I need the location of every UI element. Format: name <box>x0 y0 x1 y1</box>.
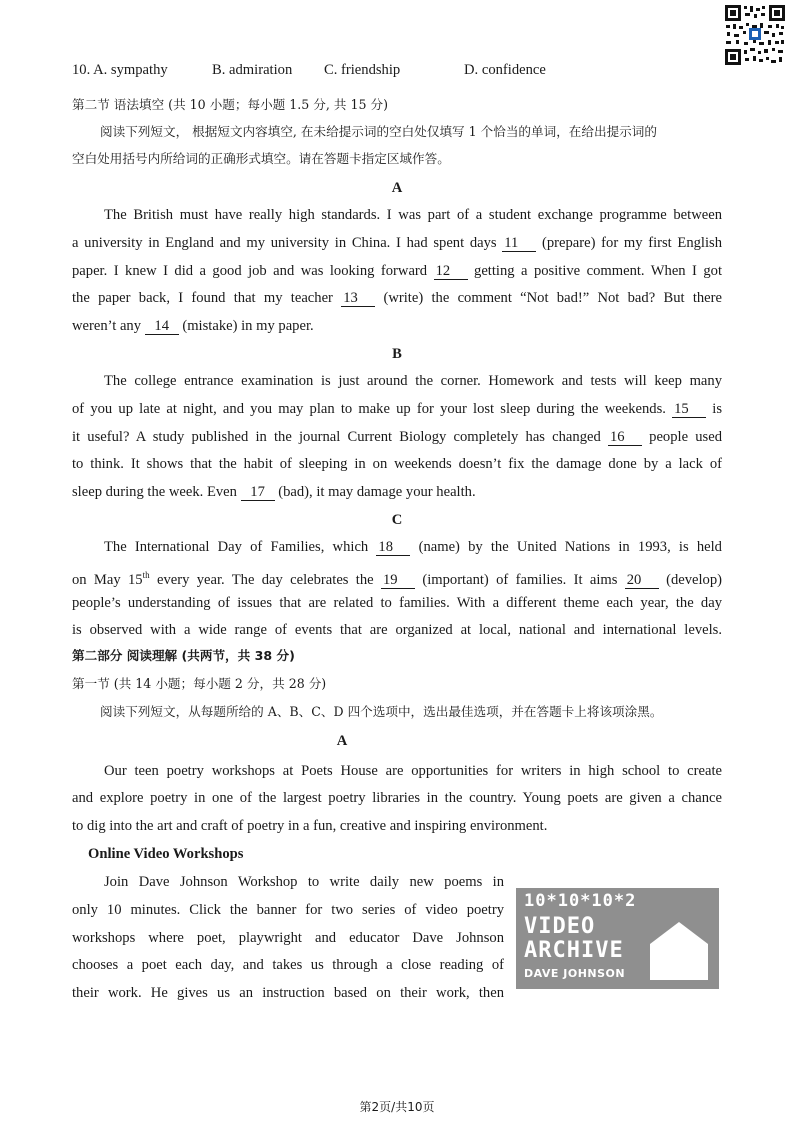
q10-option-a <box>72 60 168 80</box>
part2-subtitle: 第一节 (共 14 小题；每小题 2 分，共 28 分) <box>72 676 327 691</box>
part2-title: 第二部分 阅读理解 (共两节，共 38 分) <box>72 648 295 663</box>
workshop-line-2: only 10 minutes. Click the banner for two series of video poetry <box>72 902 504 918</box>
passage-c-label: C <box>391 512 403 528</box>
passage-c-line-2: on May 15th every year. The day celebrates the 19 (important) of families. It aims 20 (develop) <box>72 570 723 588</box>
q10-option-b: B. admiration <box>212 62 293 78</box>
q10-number: 10. <box>72 62 91 78</box>
passage-a-line-4: the paper back, I found that my teacher 13 (write) the comment “Not bad!” Not bad? But there <box>72 290 722 306</box>
blank-14[interactable]: 14 <box>145 319 179 335</box>
passage-c-line-1: The International Day of Families, which 18 (name) by the United Nations in 1993, is held <box>104 539 722 555</box>
q10-option-a-text: A. sympathy <box>93 62 168 78</box>
banner-archive-text: ARCHIVE <box>524 938 624 963</box>
house-icon <box>646 918 712 982</box>
blank-17[interactable]: 17 <box>241 485 275 501</box>
blank-19[interactable]: 19 <box>381 573 415 589</box>
blank-11[interactable]: 11 <box>502 236 536 252</box>
passage-a-line-1: The British must have really high standards. I was part of a student exchange programme between <box>104 207 722 223</box>
part2-instruction: 阅读下列短文，从每题所给的 A、B、C、D 四个选项中，选出最佳选项，并在答题卡上将该项涂黑。 <box>100 704 663 719</box>
blank-18[interactable]: 18 <box>376 540 410 556</box>
banner-video-text: VIDEO <box>524 914 596 939</box>
reading-a-label: A <box>336 733 348 749</box>
online-video-workshops-heading: Online Video Workshops <box>88 846 244 862</box>
reading-a-line-3: to dig into the art and craft of poetry in a fun, creative and inspiring environment. <box>72 818 548 834</box>
passage-c-line-4: is observed with a wide range of events that are organized at local, national and international levels. <box>72 622 722 638</box>
blank-20[interactable]: 20 <box>625 573 659 589</box>
video-archive-banner[interactable] <box>516 888 719 989</box>
section2-instruction-1: 阅读下列短文， 根据短文内容填空, 在未给提示词的空白处仅填写 1 个恰当的单词，在给出提示词的 <box>100 124 657 139</box>
reading-a-line-1: Our teen poetry workshops at Poets House are opportunities for writers in high school to create <box>104 763 722 779</box>
passage-b-label: B <box>392 346 402 362</box>
workshop-line-1: Join Dave Johnson Workshop to write daily new poems in <box>104 874 504 890</box>
reading-a-line-2: and explore poetry in one of the largest poetry libraries in the country. Young poets are given a chance <box>72 790 722 806</box>
passage-b-line-3: it useful? A study published in the journal Current Biology completely has changed 16 people used <box>72 429 722 445</box>
passage-b-line-5: sleep during the week. Even 17 (bad), it may damage your health. <box>72 484 476 500</box>
passage-a-line-5: weren’t any 14 (mistake) in my paper. <box>72 318 314 334</box>
passage-b-line-4: to think. It shows that the habit of sleeping in on weekends doesn’t fix the damage done by a lack of <box>72 456 722 472</box>
workshop-line-5: their work. He gives us an instruction based on their work, then <box>72 985 504 1001</box>
page-number-footer: 第2页/共10页 <box>359 1100 435 1114</box>
passage-a-label: A <box>391 180 403 196</box>
blank-13[interactable]: 13 <box>341 291 375 307</box>
passage-a-line-3: paper. I knew I did a good job and was looking forward 12 getting a positive comment. When I got <box>72 263 723 279</box>
q10-option-c: C. friendship <box>324 62 401 78</box>
qr-code-icon <box>724 4 786 66</box>
banner-numbers: 10*10*10*2 <box>524 891 637 911</box>
banner-author-text: DAVE JOHNSON <box>524 967 626 980</box>
section2-instruction-2: 空白处用括号内所给词的正确形式填空。请在答题卡指定区域作答。 <box>72 151 450 166</box>
workshop-line-3: workshops where poet, playwright and educator Dave Johnson <box>72 930 504 946</box>
blank-16[interactable]: 16 <box>608 430 642 446</box>
passage-c-line-3: people’s understanding of issues that are related to families. With a different theme each year, the day <box>72 595 722 611</box>
blank-15[interactable]: 15 <box>672 402 706 418</box>
passage-b-line-1: The college entrance examination is just around the corner. Homework and tests will keep many <box>104 373 722 389</box>
section2-title: 第二节 语法填空 (共 10 小题；每小题 1.5 分, 共 15 分) <box>72 97 389 112</box>
blank-12[interactable]: 12 <box>434 264 468 280</box>
passage-a-line-2: a university in England and my university in China. I had spent days 11 (prepare) for my first English <box>72 235 723 251</box>
workshop-line-4: chooses a poet each day, and takes us through a close reading of <box>72 957 504 973</box>
q10-option-d: D. confidence <box>464 62 546 78</box>
passage-b-line-2: of you up late at night, and you may plan to make up for your lost sleep during the weekends. 15 is <box>72 401 723 417</box>
